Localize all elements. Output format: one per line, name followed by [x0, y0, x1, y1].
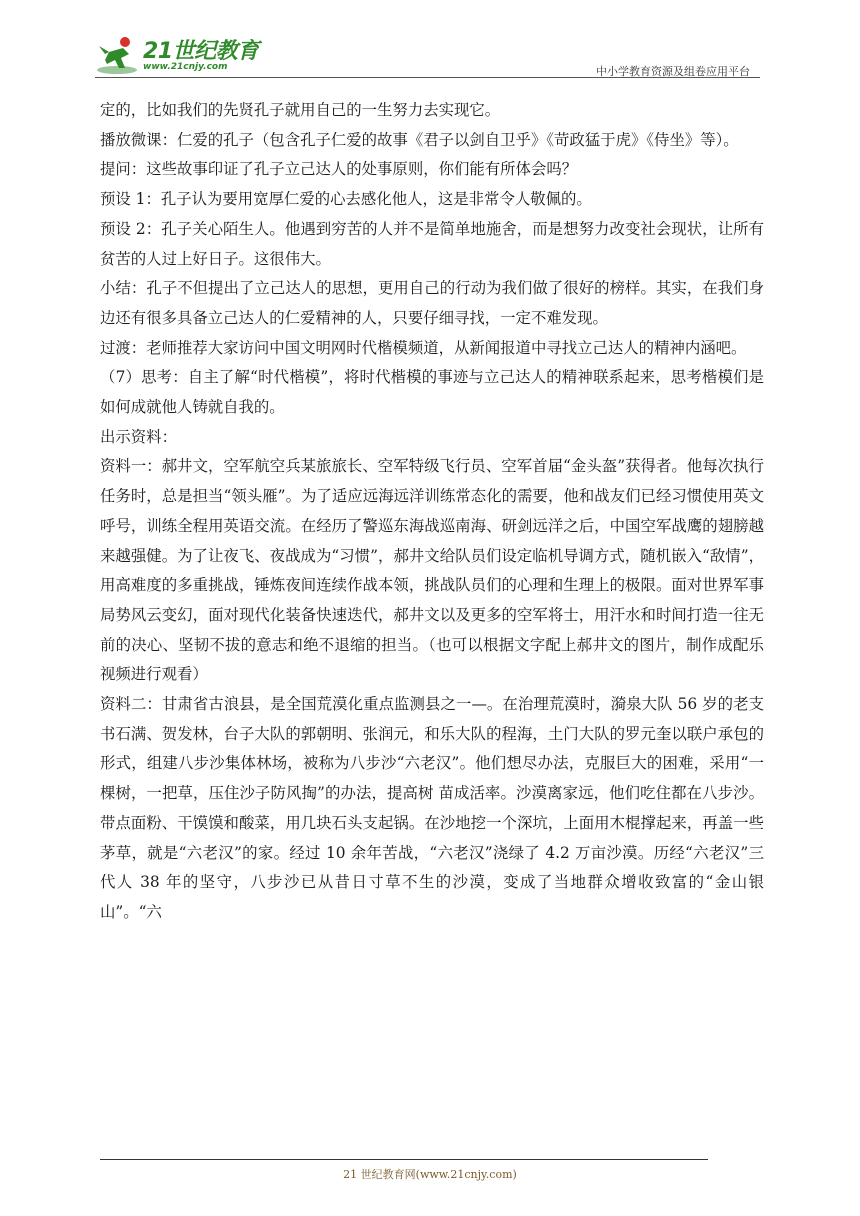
running-figure-logo-icon	[95, 34, 143, 78]
paragraph: 过渡：老师推荐大家访问中国文明网时代楷模频道，从新闻报道中寻找立己达人的精神内涵吧。	[100, 338, 747, 357]
platform-name: 中小学教育资源及组卷应用平台	[596, 65, 750, 78]
page-footer[interactable]: 21 世纪教育网(www.21cnjy.com)	[343, 1168, 517, 1181]
paragraph: 小结：孔子不但提出了立己达人的思想，更用自己的行动为我们做了很好的榜样。其实，在我们身边还有很多具备立己达人的仁爱精神的人，只要仔细寻找，一定不难发现。	[100, 279, 764, 327]
paragraph: 预设 1：孔子认为要用宽厚仁爱的心去感化他人，这是非常令人敬佩的。	[100, 190, 592, 209]
paragraph: 定的，比如我们的先贤孔子就用自己的一生努力去实现它。	[100, 101, 501, 119]
paragraph: 资料二：甘肃省古浪县，是全国荒漠化重点监测县之一—。在治理荒漠时，漪泉大队 56 岁的老支书石满、贺发林，台子大队的郭朝明、张润元，和乐大队的程海，土门大队的罗元奎以联户承包的形式，组建八步沙集体林场，被称为八步沙“六老汉”。他们想尽办法，克服巨大的困难，采用“一棵树，一把草，压住沙子防风掏”的办法，提高树 苗成活率。沙漠离家远，他们吃住都在八步沙。带点面粉、干馍馍和酸菜，用几块石头支起锅。在沙地挖一个深坑，上面用木棍撑起来，再盖一些茅草，就是“六老汉”的家。经过 10 余年苦战，“六老汉”浇绿了 4.2 万亩沙漠。历经“六老汉”三代人 38 年的坚守，八步沙已从昔日寸草不生的沙漠，变成了当地群众增收致富的“金山银山”。“六	[100, 695, 764, 921]
footer-divider	[100, 1159, 708, 1160]
paragraph: （7）思考：自主了解“时代楷模”，将时代楷模的事迹与立己达人的精神联系起来，思考楷模们是如何成就他人铸就自我的。	[100, 368, 764, 417]
logo-text: 21世纪教育	[143, 39, 259, 64]
paragraph: 播放微课：仁爱的孔子（包含孔子仁爱的故事《君子以剑自卫乎》《苛政猛于虎》《侍坐》等）。	[100, 130, 739, 149]
logo-url: www.21cnjy.com	[143, 62, 228, 72]
paragraph: 提问：这些故事印证了孔子立己达人的处事原则，你们能有所体会吗？	[100, 160, 578, 179]
paragraph: 出示资料：	[100, 427, 177, 446]
site-logo[interactable]	[95, 34, 265, 78]
document-body	[100, 96, 764, 928]
paragraph: 资料一：郝井文，空军航空兵某旅旅长、空军特级飞行员、空军首届“金头盔”获得者。他每次执行任务时，总是担当“领头雁”。为了适应远海远洋训练常态化的需要，他和战友们已经习惯使用英文呼号，训练全程用英语交流。在经历了警巡东海战巡南海、研剑远洋之后，中国空军战鹰的翅膀越来越强健。为了让夜飞、夜战成为“习惯”，郝井文给队员们设定临机导调方式，随机嵌入“敌情”，用高难度的多重挑战，锤炼夜间连续作战本领，挑战队员们的心理和生理上的极限。面对世界军事局势风云变幻，面对现代化装备快速迭代，郝井文以及更多的空军将士，用汗水和时间打造一往无前的决心、坚韧不拔的意志和绝不退缩的担当。（也可以根据文字配上郝井文的图片，制作成配乐视频进行观看）	[100, 457, 764, 684]
page-header	[95, 30, 760, 82]
header-divider	[95, 77, 760, 78]
paragraph: 预设 2：孔子关心陌生人。他遇到穷苦的人并不是简单地施舍，而是想努力改变社会现状，让所有贫苦的人过上好日子。这很伟大。	[100, 219, 764, 268]
